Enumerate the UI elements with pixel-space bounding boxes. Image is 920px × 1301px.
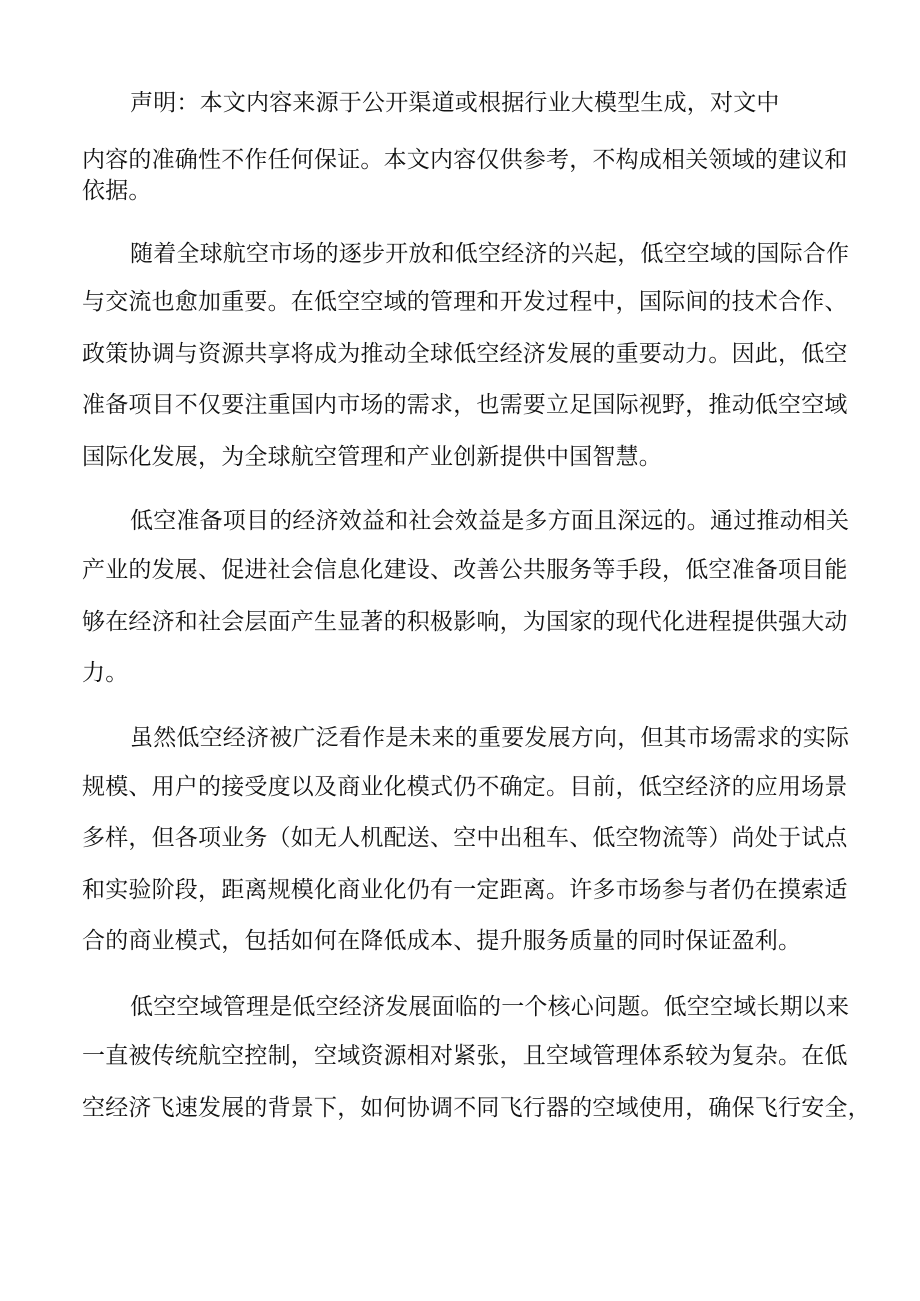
paragraph-2-line-2: 产业的发展、促进社会信息化建设、改善公共服务等手段，低空准备项目能 xyxy=(82,557,848,583)
disclaimer-line-2: 内容的准确性不作任何保证。本文内容仅供参考，不构成相关领域的建议和 xyxy=(82,147,848,173)
paragraph-1-line-2: 与交流也愈加重要。在低空空域的管理和开发过程中，国际间的技术合作、 xyxy=(82,289,848,315)
disclaimer-line-1: 声明：本文内容来源于公开渠道或根据行业大模型生成，对文中 xyxy=(130,90,780,116)
paragraph-4-line-2: 一直被传统航空控制，空域资源相对紧张，且空域管理体系较为复杂。在低 xyxy=(82,1043,848,1069)
paragraph-1-line-4: 准备项目不仅要注重国内市场的需求，也需要立足国际视野，推动低空空域 xyxy=(82,392,848,418)
paragraph-3-line-2: 规模、用户的接受度以及商业化模式仍不确定。目前，低空经济的应用场景 xyxy=(82,774,848,800)
paragraph-2-line-4: 力。 xyxy=(82,660,129,686)
paragraph-3-line-5: 合的商业模式，包括如何在降低成本、提升服务质量的同时保证盈利。 xyxy=(82,928,802,954)
paragraph-3-line-1: 虽然低空经济被广泛看作是未来的重要发展方向，但其市场需求的实际 xyxy=(130,725,850,751)
paragraph-3-line-3: 多样，但各项业务（如无人机配送、空中出租车、低空物流等）尚处于试点 xyxy=(82,825,848,851)
disclaimer-line-3: 依据。 xyxy=(82,178,152,204)
paragraph-3-line-4: 和实验阶段，距离规模化商业化仍有一定距离。许多市场参与者仍在摸索适 xyxy=(82,877,848,903)
paragraph-2-line-3: 够在经济和社会层面产生显著的积极影响，为国家的现代化进程提供强大动 xyxy=(82,609,848,635)
paragraph-1-line-5: 国际化发展，为全球航空管理和产业创新提供中国智慧。 xyxy=(82,444,662,470)
paragraph-1-line-3: 政策协调与资源共享将成为推动全球低空经济发展的重要动力。因此，低空 xyxy=(82,341,848,367)
paragraph-1-line-1: 随着全球航空市场的逐步开放和低空经济的兴起，低空空域的国际合作 xyxy=(130,241,850,267)
paragraph-2-line-1: 低空准备项目的经济效益和社会效益是多方面且深远的。通过推动相关 xyxy=(130,508,850,534)
paragraph-4-line-3: 空经济飞速发展的背景下，如何协调不同飞行器的空域使用，确保飞行安全， xyxy=(82,1095,871,1121)
paragraph-4-line-1: 低空空域管理是低空经济发展面临的一个核心问题。低空空域长期以来 xyxy=(130,994,850,1020)
